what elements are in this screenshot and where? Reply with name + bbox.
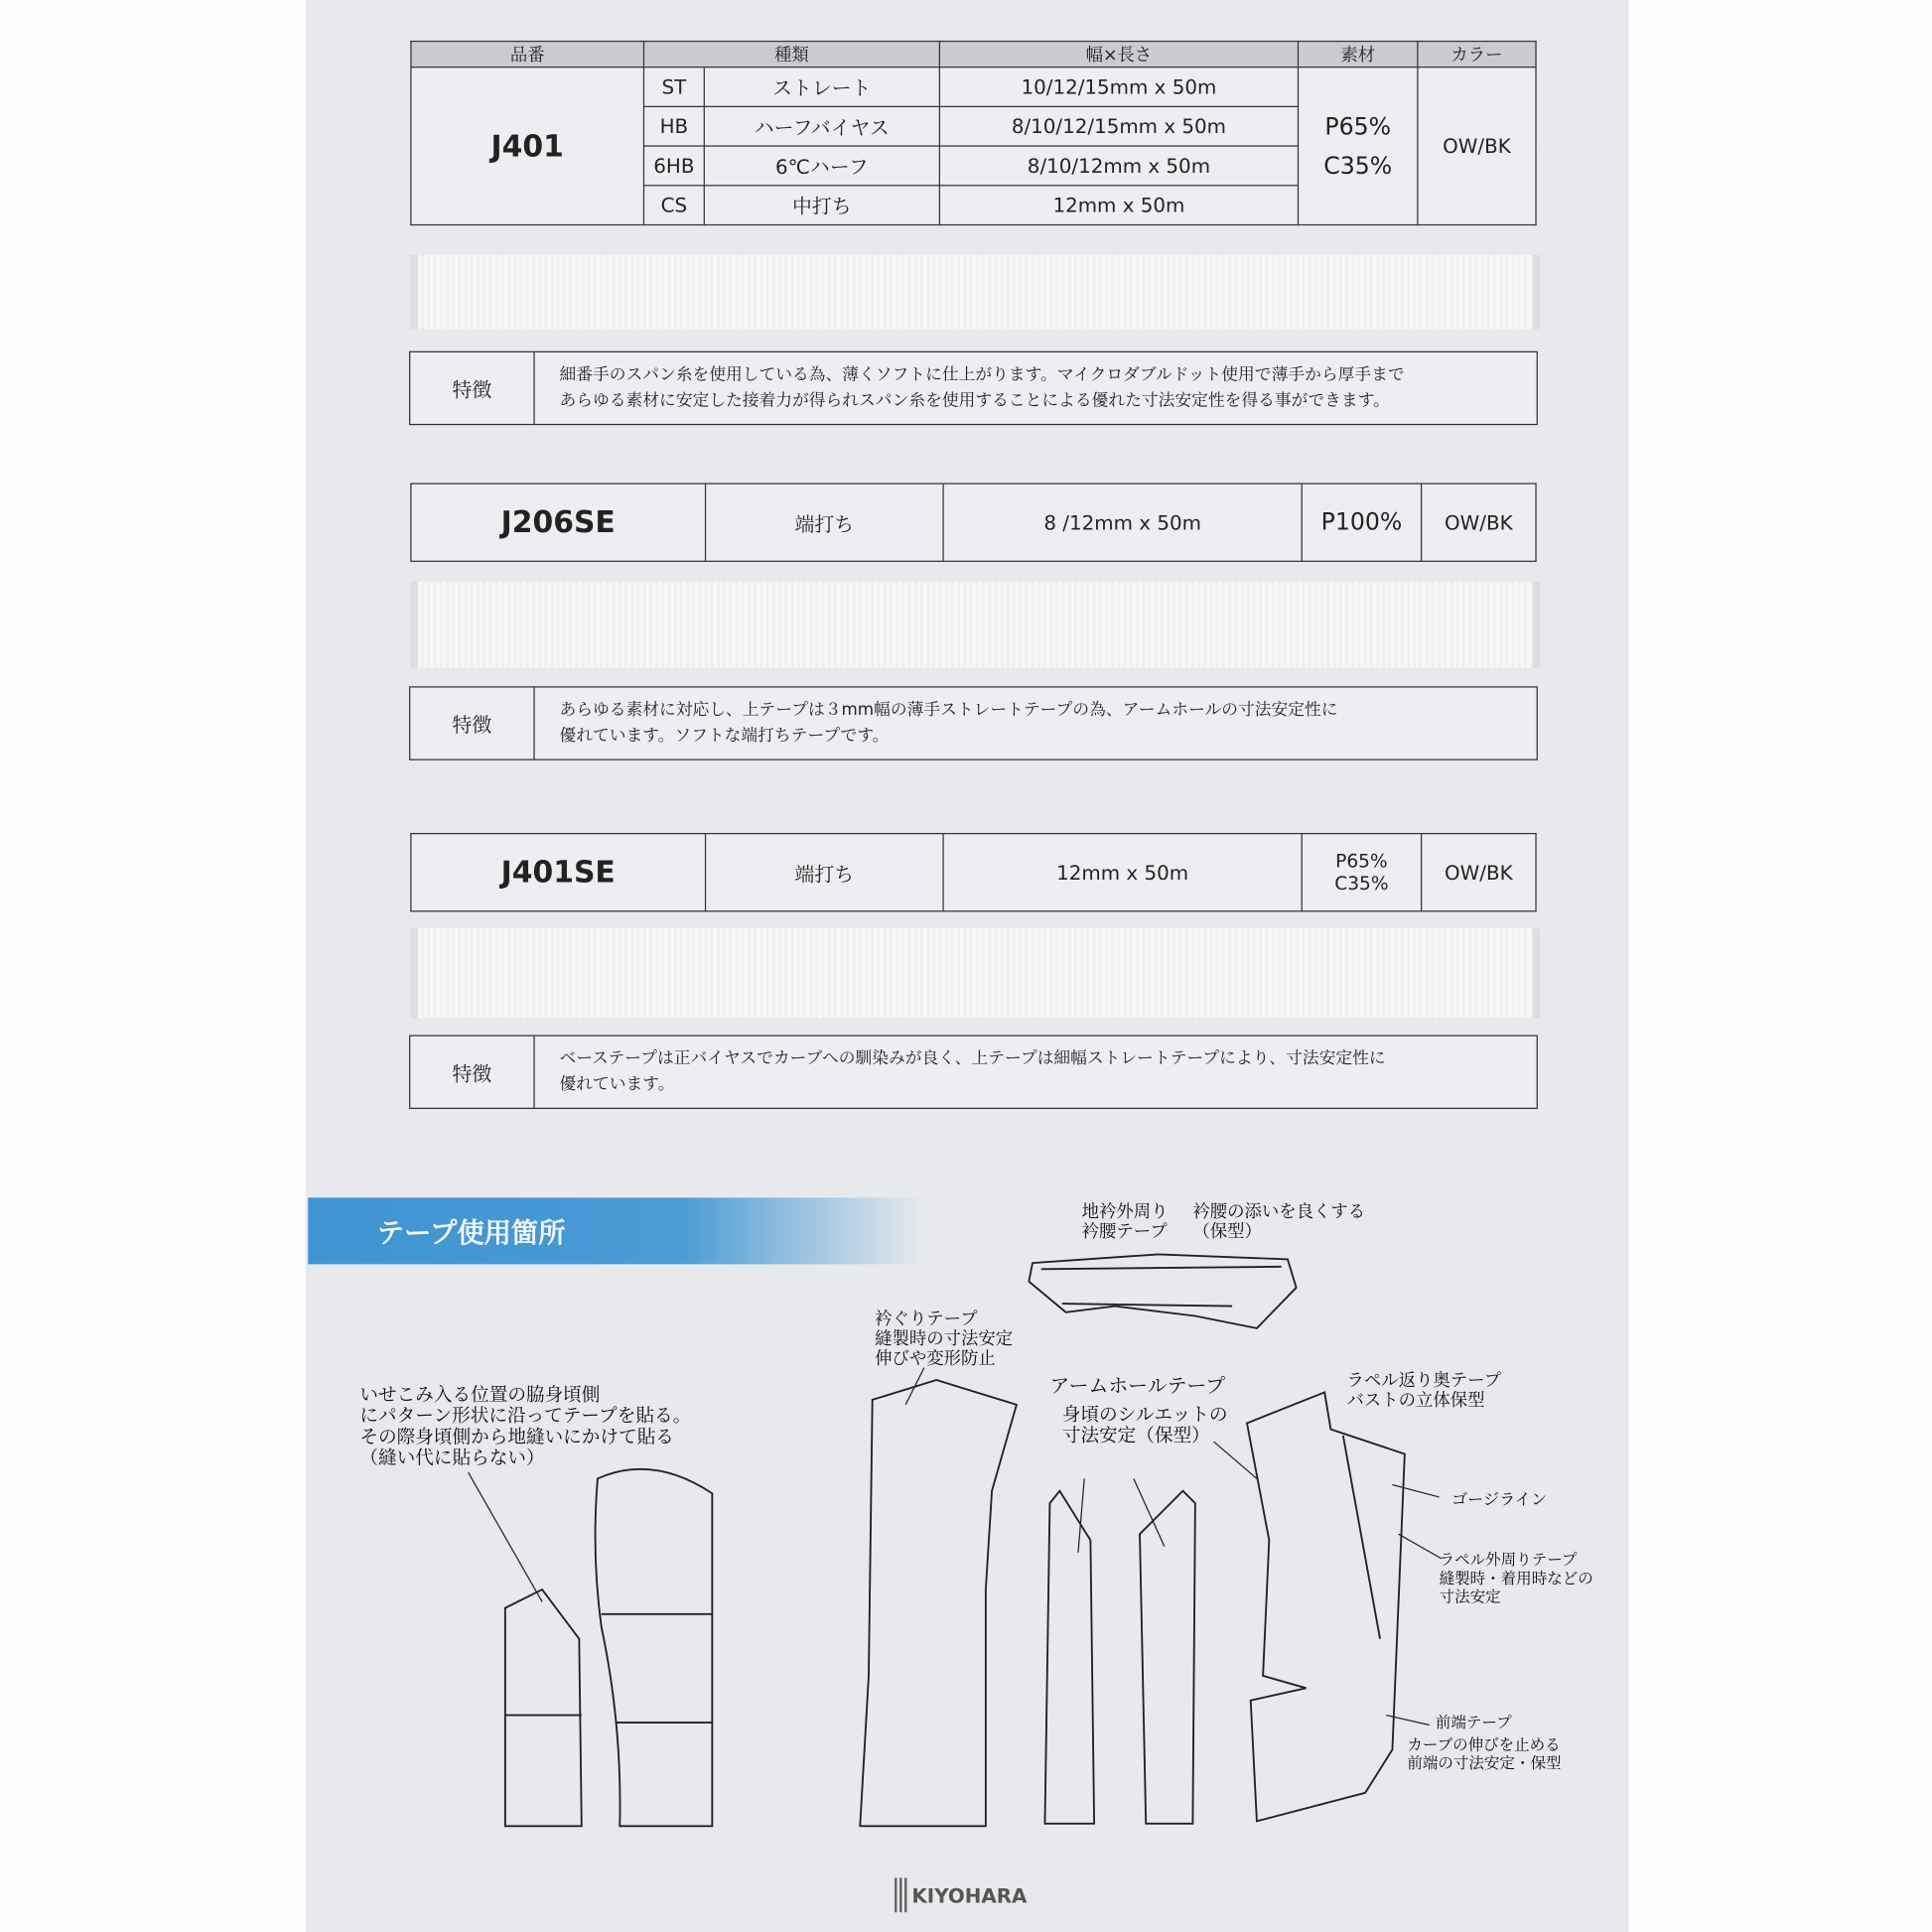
- feature-text: 優れています。ソフトな端打ちテープです。: [559, 726, 890, 746]
- collar-pattern: [1029, 1254, 1296, 1327]
- front-body-pattern: [860, 1380, 1017, 1826]
- kiyohara-logo: [895, 1877, 1027, 1912]
- feature-text: あらゆる素材に安定した接着力が得られスパン糸を使用することによる優れた寸法安定性を得る事ができます。: [559, 390, 1390, 411]
- lapel-pattern: [1247, 1392, 1405, 1821]
- feature-text: ベーステープは正バイヤスでカーブへの馴染みが良く、上テープは細幅ストレートテープにより、寸法安定性に: [559, 1048, 1386, 1069]
- note-side-body: いせこみ入る位置の脇身頃側 にパターン形状に沿ってテープを貼る。 その際身頃側から地縫いにかけて貼る （縫い代に貼らない）: [359, 1383, 692, 1469]
- side-panel-pattern-2: [1140, 1491, 1195, 1824]
- color: OW/BK: [1418, 68, 1536, 225]
- type-abbr: 6HB: [643, 146, 704, 186]
- header-material: 素材: [1298, 42, 1417, 68]
- header-code: 品番: [411, 42, 644, 68]
- note-lapel-back: ラペル返り奥テープ バストの立体保型: [1346, 1371, 1502, 1412]
- brand-name: KIYOHARA: [911, 1883, 1028, 1907]
- note-collar-shape: 衿腰の添いを良くする （保型）: [1192, 1202, 1366, 1243]
- type-abbr: HB: [643, 106, 704, 146]
- size: 8/10/12/15mm x 50m: [939, 106, 1298, 146]
- size: 8 /12mm x 50m: [943, 483, 1302, 561]
- type-name: 6℃ハーフ: [704, 146, 939, 186]
- feature-label: 特徴: [410, 1036, 534, 1108]
- feature-text: あらゆる素材に対応し、上テープは３mm幅の薄手ストレートテープの為、アームホールの寸法安定性に: [559, 699, 1338, 720]
- note-silhouette: 身頃のシルエットの 寸法安定（保型）: [1061, 1403, 1228, 1448]
- material: P100%: [1302, 483, 1421, 561]
- type-name: 中打ち: [704, 186, 939, 225]
- size: 12mm x 50m: [943, 834, 1302, 911]
- feature-text: 細番手のスパン糸を使用している為、薄くソフトに仕上がります。マイクロダブルドット使用で薄手から厚手まで: [559, 364, 1405, 385]
- note-gorge: ゴージライン: [1451, 1490, 1548, 1510]
- material-line: C35%: [1323, 152, 1393, 180]
- feature-label: 特徴: [410, 688, 534, 759]
- product-code: J206SE: [411, 483, 706, 561]
- product-code: J401: [411, 68, 644, 225]
- product-code: J401SE: [411, 834, 706, 911]
- side-panel-pattern: [1044, 1491, 1094, 1824]
- back-body-pattern: [596, 1469, 713, 1827]
- note-neckline: 衿ぐりテープ 縫製時の寸法安定 伸びや変形防止: [875, 1310, 1014, 1369]
- note-armhole: アームホールテープ: [1049, 1373, 1226, 1398]
- note-front-edge: 前端テープ: [1435, 1713, 1512, 1731]
- type-name: ハーフバイヤス: [704, 106, 939, 146]
- type-abbr: CS: [643, 186, 704, 225]
- note-collar: 地衿外周り 衿腰テープ: [1081, 1202, 1169, 1243]
- size: 10/12/15mm x 50m: [939, 68, 1298, 107]
- material-line: P65%: [1335, 850, 1388, 873]
- type-name: ストレート: [704, 68, 939, 107]
- color: OW/BK: [1422, 834, 1536, 911]
- header-type: 種類: [643, 42, 939, 68]
- size: 8/10/12mm x 50m: [939, 146, 1298, 186]
- header-color: カラー: [1418, 42, 1536, 68]
- material-line: P65%: [1324, 112, 1392, 140]
- section-title: テープ使用箇所: [376, 1218, 566, 1250]
- color: OW/BK: [1422, 483, 1536, 561]
- header-size: 幅×長さ: [939, 42, 1298, 68]
- size: 12mm x 50m: [939, 186, 1298, 225]
- note-lapel-outer: ラペル外周りテープ 縫製時・着用時などの 寸法安定: [1439, 1550, 1593, 1606]
- feature-text: 優れています。: [559, 1074, 675, 1095]
- note-front-edge-detail: カーブの伸びを止める 前端の寸法安定・保型: [1407, 1734, 1562, 1772]
- feature-label: 特徴: [410, 352, 534, 424]
- type-abbr: ST: [643, 68, 704, 107]
- logo-mark-icon: [895, 1877, 909, 1912]
- side-body-pattern: [505, 1589, 582, 1826]
- type-name: 端打ち: [706, 834, 944, 911]
- type-name: 端打ち: [706, 483, 944, 561]
- material-line: C35%: [1334, 872, 1389, 896]
